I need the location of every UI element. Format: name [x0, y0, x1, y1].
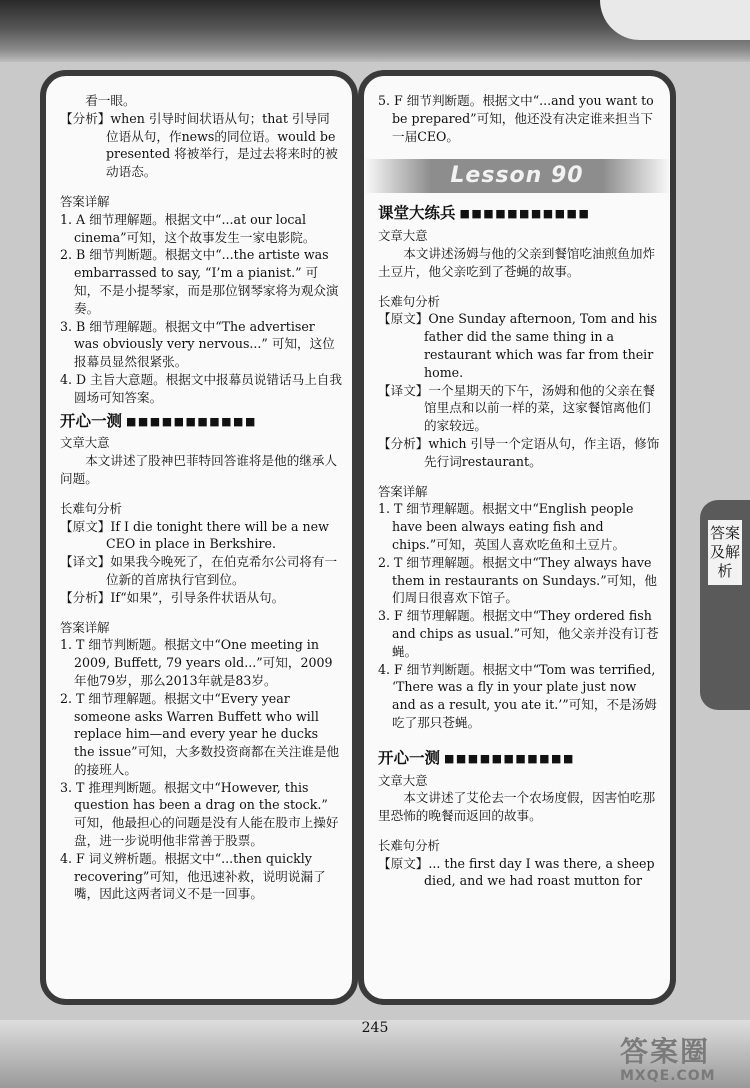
section-header	[60, 413, 342, 431]
spacer	[60, 181, 342, 193]
lesson-banner	[364, 159, 670, 193]
watermark-logo	[620, 1030, 750, 1088]
text-block: 1. A 细节理解题。根据文中“...at our local cinema”可知，这个故事发生一家电影院。	[60, 211, 316, 245]
spacer	[378, 825, 660, 837]
text-block: 【译文】一个星期天的下午，汤姆和他的父亲在餐馆里点和以前一样的菜，这家餐馆离他们的家较远。	[378, 382, 656, 434]
section-squares: ■■■■■■■■■■■	[126, 414, 257, 428]
top-decor-band	[0, 0, 750, 62]
text-block: 3. F 细节理解题。根据文中“They ordered fish and chips as usual.”可知，他父亲并没有订苍蝇。	[378, 608, 659, 659]
section-header	[378, 750, 660, 768]
lesson-title: Lesson 90	[450, 163, 584, 189]
text-block: 【分析】If“如果”，引导条件状语从句。	[60, 589, 285, 605]
text-block: 4. F 细节判断题。根据文中“Tom was terrified, ‘There was a fly in your plate just now and as a result, you ate it.’”可知，不是汤姆吃了那只苍蝇。	[378, 661, 657, 730]
section-squares: ■■■■■■■■■■■	[444, 751, 575, 765]
text-block: 【原文】One Sunday afternoon, Tom and his father did the same thing in a restaurant which was far from their home.	[378, 311, 658, 380]
left-column-card	[40, 70, 358, 1005]
spacer	[60, 488, 342, 500]
section-squares: ■■■■■■■■■■■	[459, 207, 591, 221]
text-block: 【分析】which 引导一个定语从句，作主语，修饰先行词restaurant。	[378, 435, 660, 469]
text-block: 4. D 主旨大意题。根据文中报幕员说错话马上自我圆场可知答案。	[60, 371, 342, 405]
section-label: 长难句分析	[378, 837, 440, 853]
right-column-content	[378, 92, 660, 890]
spacer	[378, 732, 660, 744]
text-block: 看一眼。	[85, 93, 136, 108]
section-label: 长难句分析	[378, 293, 440, 309]
section-header	[378, 205, 660, 223]
section-label: 文章大意	[378, 772, 428, 788]
side-tab-label: 答案及解析	[708, 520, 742, 585]
text-block: 4. F 词义辨析题。根据文中“...then quickly recovering”可知，他迅速补救，说明说漏了嘴，因此这两者词义不是一回事。	[60, 850, 326, 902]
watermark-line1: 答案圈	[620, 1035, 711, 1068]
text-block: 【分析】when 引导时间状语从句；that 引导同位语从句，作news的同位语。would be presented 将被举行，是过去将来时的被动语态。	[60, 110, 338, 180]
text-block: 5. F 细节判断题。根据文中“...and you want to be prepared”可知，他还没有决定谁来担当下一届CEO。	[378, 93, 654, 144]
text-block: 2. T 细节理解题。根据文中“Every year someone asks Warren Buffett who will replace him—and every year he ducks the issue”可知，大多数投资商都在关注谁是他的接班人。	[60, 690, 340, 777]
left-column-content	[60, 92, 342, 903]
section-label: 文章大意	[378, 228, 428, 244]
text-block: 3. T 推理判断题。根据文中“However, this question has been a drag on the stock.” 可知，他最担心的问题是没有人能在股市上操好盘，进一步说明他非常善于股票。	[60, 779, 339, 849]
text-block: 本文讲述了艾伦去一个农场度假，因害怕吃那里恐怖的晚餐而返回的故事。	[378, 790, 656, 824]
spacer	[378, 471, 660, 483]
section-label: 答案详解	[60, 619, 110, 635]
text-block: 【原文】If I die tonight there will be a new CEO in place in Berkshire.	[60, 518, 329, 552]
section-title: 开心一测	[60, 411, 123, 430]
text-block: 本文讲述了股神巴菲特回答谁将是他的继承人问题。	[60, 453, 338, 486]
text-block: 1. T 细节理解题。根据文中“English people have been always eating fish and chips.”可知，英国人喜欢吃鱼和土豆片。	[378, 501, 634, 552]
section-label: 长难句分析	[60, 500, 122, 516]
text-block: 本文讲述汤姆与他的父亲到餐馆吃油煎鱼加炸土豆片，他父亲吃到了苍蝇的故事。	[378, 245, 656, 279]
section-title: 开心一测	[378, 748, 441, 767]
text-block: 【原文】... the first day I was there, a sheep died, and we had roast mutton for	[378, 855, 655, 889]
text-block: 1. T 细节判断题。根据文中“One meeting in 2009, Buffett, 79 years old...”可知，2009年他79岁，那么2013年就是83岁。	[60, 637, 333, 688]
side-tab	[700, 500, 750, 710]
spacer	[60, 607, 342, 619]
section-label: 答案详解	[378, 483, 428, 499]
section-label: 答案详解	[60, 193, 110, 209]
text-block: 2. T 细节理解题。根据文中“They always have them in restaurants on Sundays.”可知，他们周日很喜欢下馆子。	[378, 554, 658, 606]
watermark-line2: MXQE.COM	[620, 1068, 716, 1084]
spacer	[378, 281, 660, 293]
section-title: 课堂大练兵	[378, 204, 456, 223]
section-label: 文章大意	[60, 435, 110, 451]
text-block: 3. B 细节理解题。根据文中“The advertiser was obviously very nervous...” 可知，这位报幕员显然很紧张。	[60, 318, 335, 370]
text-block: 【译文】如果我今晚死了，在伯克希尔公司将有一位新的首席执行官到位。	[60, 554, 338, 587]
page-number: 245	[361, 1020, 389, 1036]
text-block: 2. B 细节判断题。根据文中“...the artiste was embarrassed to say, “I’m a pianist.” 可知，不是小提琴家，而是那位钢琴家将为观众演奏。	[60, 247, 339, 316]
right-column-card	[358, 70, 676, 1005]
